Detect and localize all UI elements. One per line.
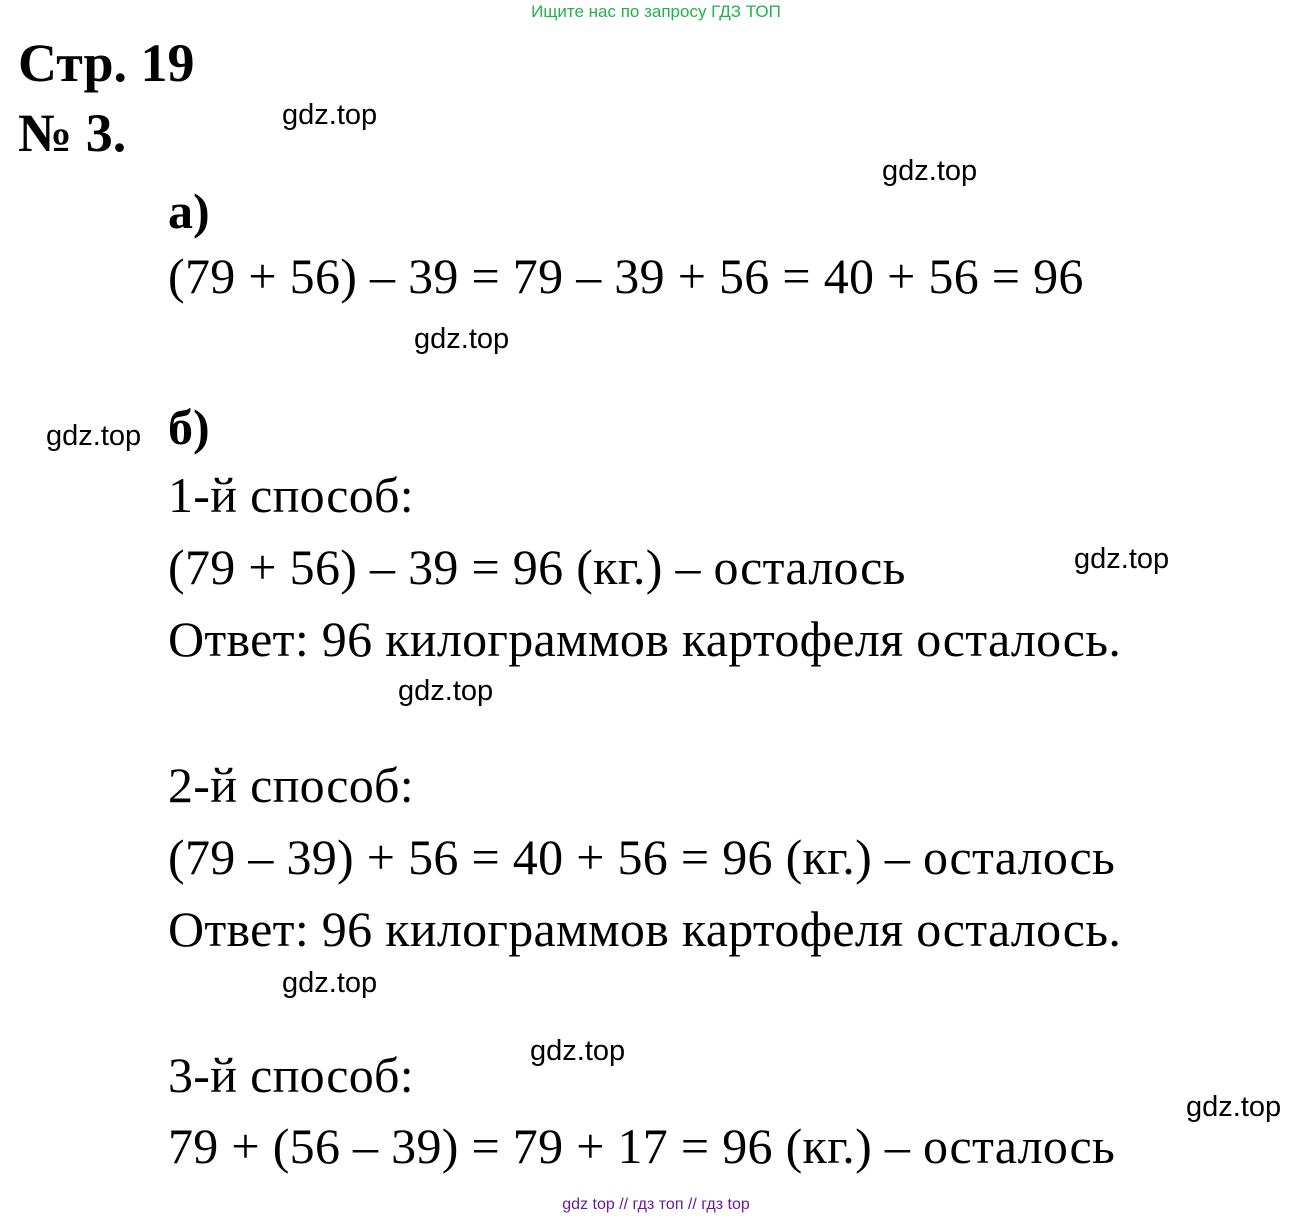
method-1-expression: (79 + 56) – 39 = 96 (кг.) – осталось — [168, 539, 906, 595]
watermark: gdz.top — [398, 675, 494, 707]
watermark: gdz.top — [282, 967, 378, 999]
method-1-title: 1-й способ: — [168, 467, 414, 523]
watermark: gdz.top — [530, 1035, 626, 1067]
page-heading: Стр. 19 — [18, 33, 195, 93]
method-1-answer: Ответ: 96 килограммов картофеля осталось. — [168, 611, 1122, 667]
watermark: gdz.top — [46, 420, 142, 452]
watermark: gdz.top — [882, 155, 978, 187]
method-2-answer: Ответ: 96 килограммов картофеля осталось. — [168, 901, 1122, 957]
part-b-label: б) — [168, 399, 210, 455]
top-banner: Ищите нас по запросу ГДЗ ТОП — [531, 2, 781, 21]
method-2-title: 2-й способ: — [168, 757, 414, 813]
watermark: gdz.top — [1186, 1091, 1282, 1123]
watermark: gdz.top — [282, 99, 378, 131]
watermark: gdz.top — [414, 323, 510, 355]
method-3-title: 3-й способ: — [168, 1047, 414, 1103]
method-2-expression: (79 – 39) + 56 = 40 + 56 = 96 (кг.) – осталось — [168, 829, 1116, 885]
footer-links: gdz top // гдз топ // гдз top — [562, 1196, 750, 1213]
part-a-label: а) — [168, 183, 210, 239]
part-a-expression: (79 + 56) – 39 = 79 – 39 + 56 = 40 + 56 = 96 — [168, 248, 1084, 304]
task-number: № 3. — [18, 103, 127, 163]
method-3-expression: 79 + (56 – 39) = 79 + 17 = 96 (кг.) – осталось — [168, 1118, 1116, 1174]
watermark: gdz.top — [1074, 543, 1170, 575]
